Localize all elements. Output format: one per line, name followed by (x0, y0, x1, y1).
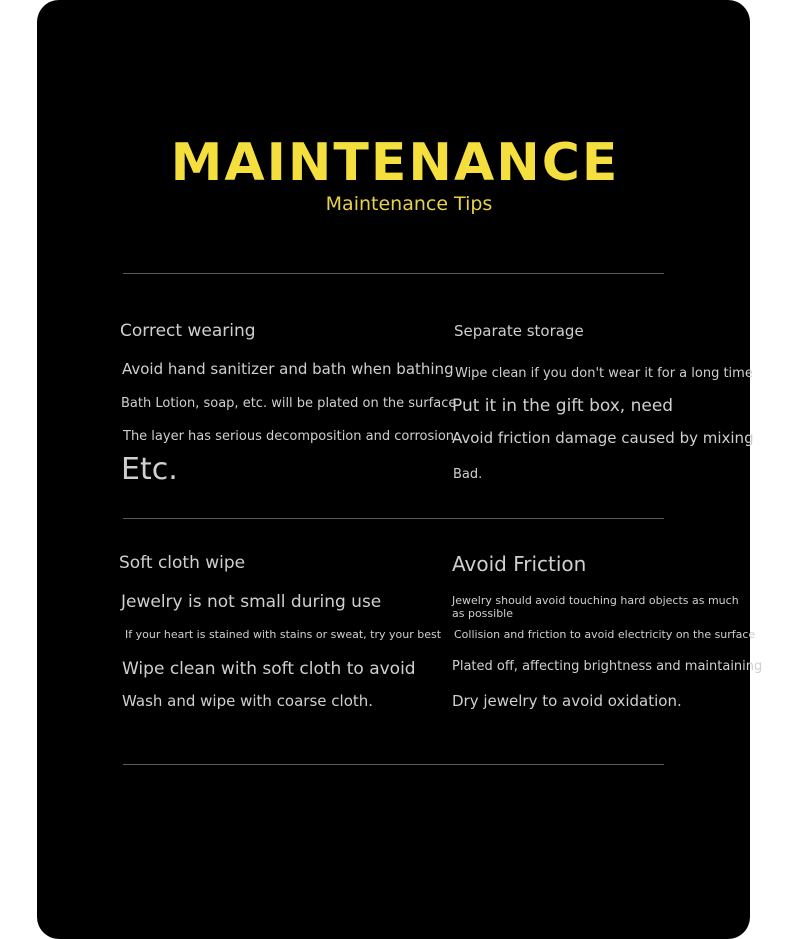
divider-bottom (123, 764, 664, 765)
tip-line: Wash and wipe with coarse cloth. (122, 692, 374, 710)
section-heading-correct-wearing: Correct wearing (120, 321, 256, 341)
tip-line: Bad. (453, 467, 483, 482)
tip-line: Bath Lotion, soap, etc. will be plated on the surface (121, 396, 457, 411)
tip-line: Dry jewelry to avoid oxidation. (452, 692, 682, 710)
section-heading-soft-cloth-wipe: Soft cloth wipe (119, 553, 246, 573)
tip-line: If your heart is stained with stains or sweat, try your best (125, 628, 442, 641)
tip-line: Jewelry is not small during use (121, 592, 382, 612)
divider-top (123, 273, 664, 274)
page-subtitle: Maintenance Tips (325, 193, 493, 215)
tip-line: Collision and friction to avoid electricity on the surface (454, 628, 756, 641)
tip-line: Avoid hand sanitizer and bath when bathing (122, 360, 454, 378)
tip-line: Put it in the gift box, need (452, 396, 674, 416)
page-title: MAINTENANCE (170, 133, 620, 193)
tip-line: Plated off, affecting brightness and maintaining (452, 659, 763, 674)
tip-line: Wipe clean if you don't wear it for a long time (455, 366, 753, 381)
tip-line: Avoid friction damage caused by mixing (452, 429, 754, 447)
divider-middle (123, 518, 664, 519)
tip-line-etc: Etc. (121, 452, 178, 487)
tip-line: Wipe clean with soft cloth to avoid (122, 659, 416, 679)
tip-line: The layer has serious decomposition and corrosion. (123, 429, 459, 444)
section-heading-avoid-friction: Avoid Friction (452, 552, 587, 576)
section-heading-separate-storage: Separate storage (454, 322, 584, 340)
tip-line: Jewelry should avoid touching hard objects as much as possible (452, 594, 739, 620)
